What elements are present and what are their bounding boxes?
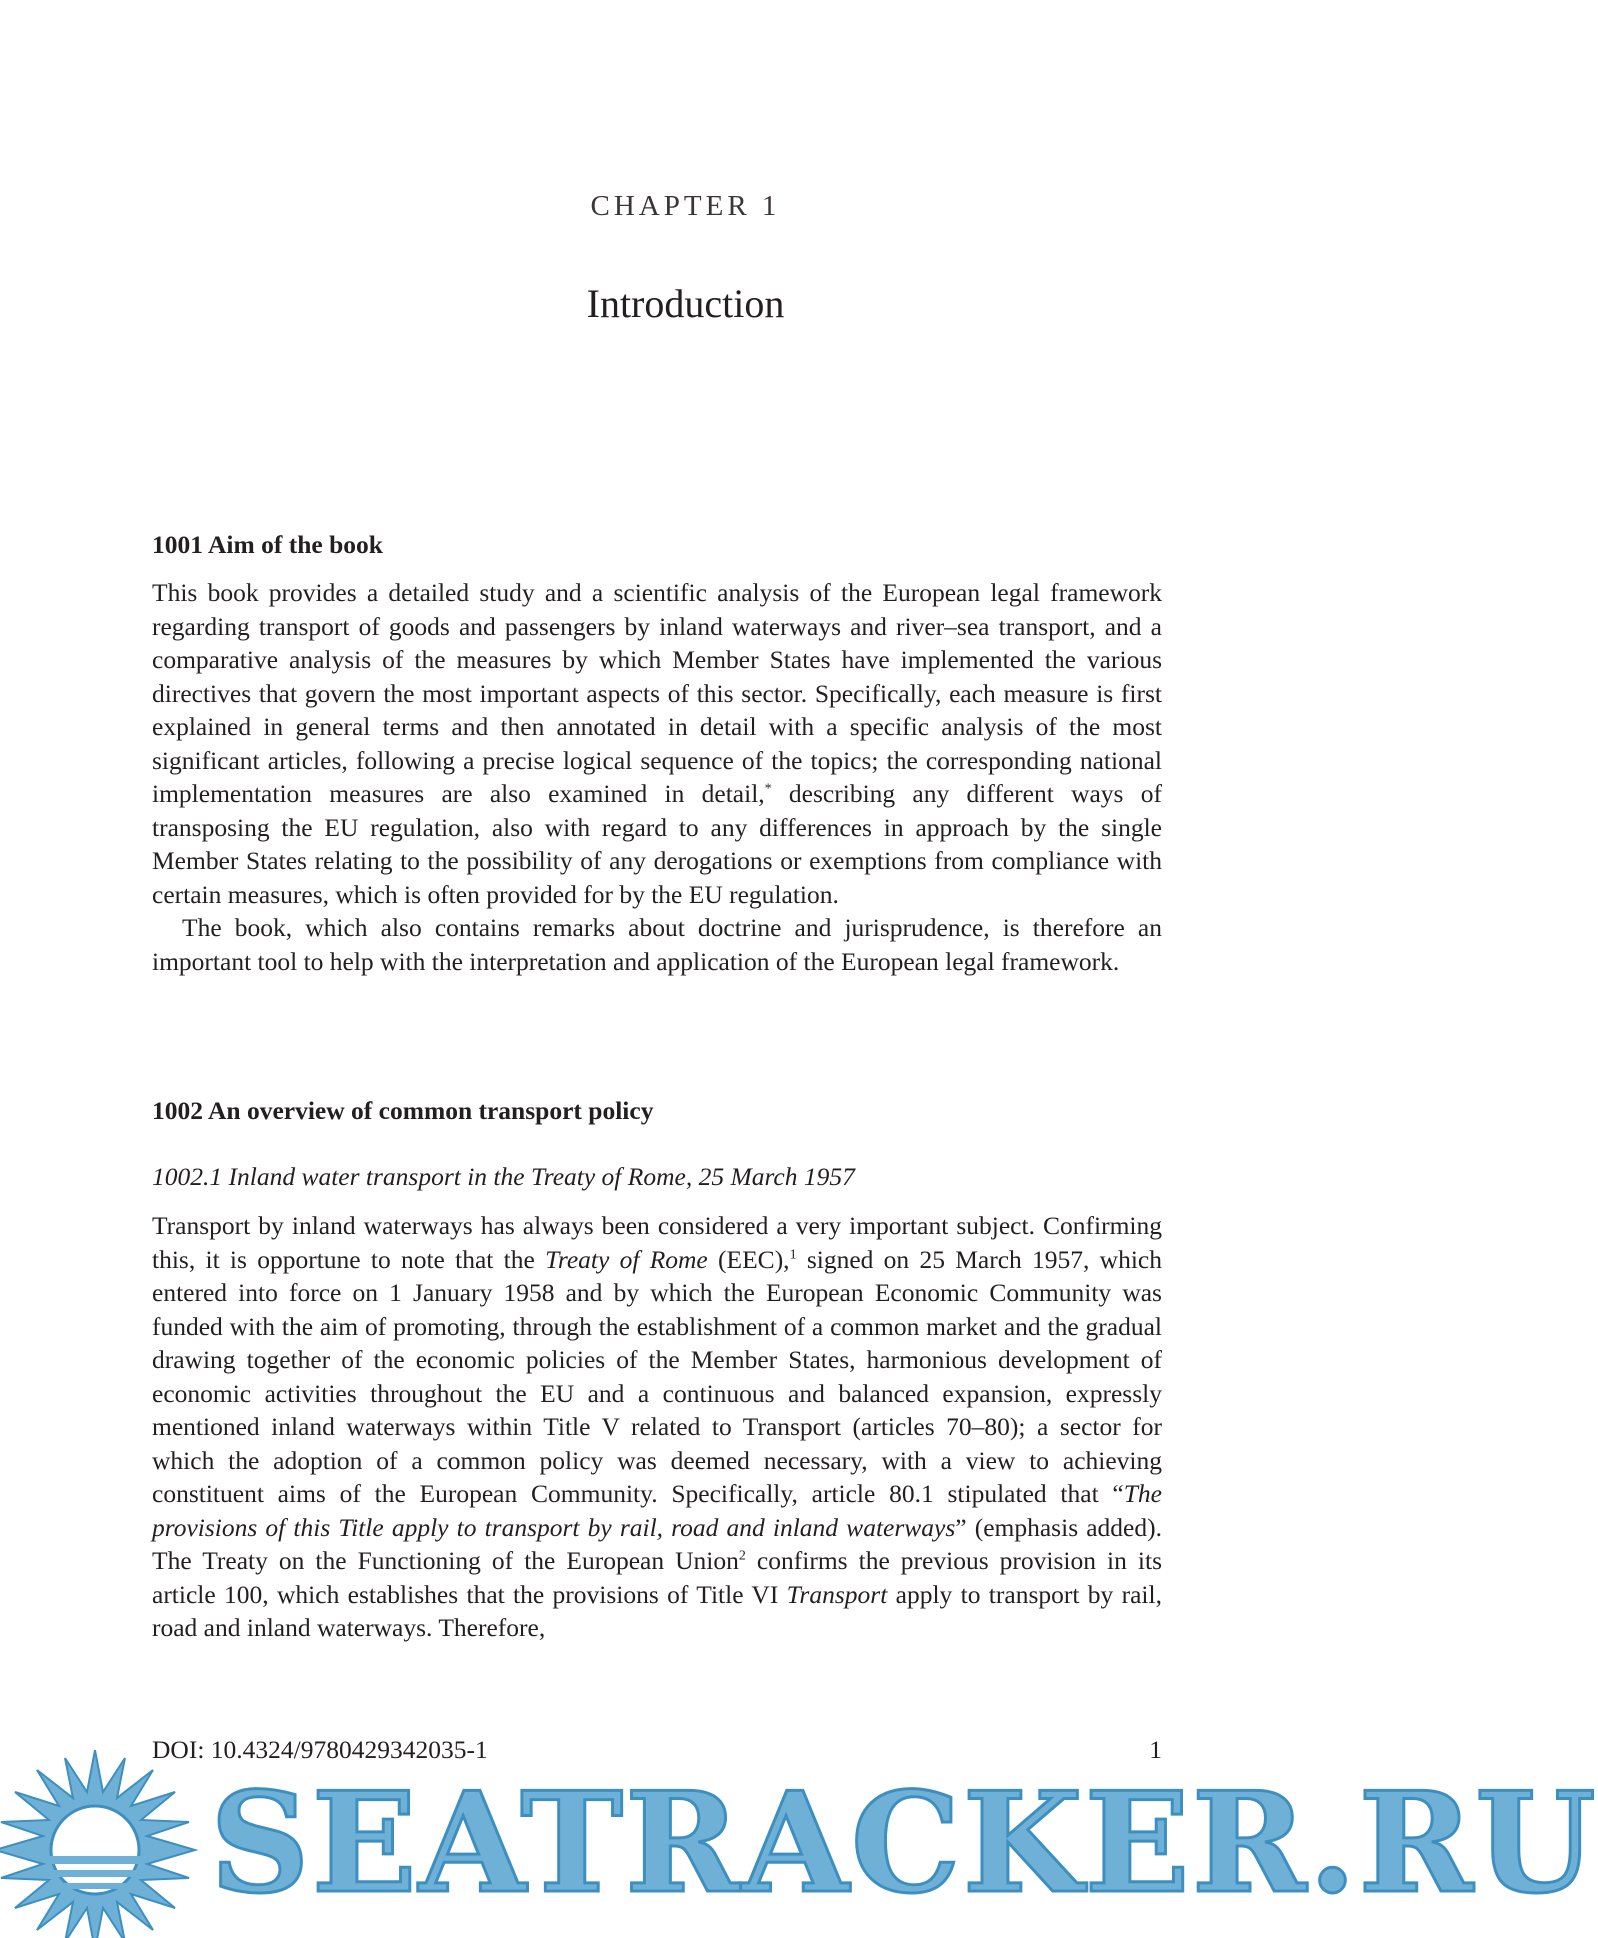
section-heading-1001: 1001 Aim of the book xyxy=(152,530,383,559)
footnote-marker-2: 2 xyxy=(738,1548,746,1564)
subsection-1002-1 xyxy=(152,1160,1162,1194)
paragraph-1001-2: The book, which also contains remarks about doctrine and jurisprudence, is therefore an important tool to help with the interpretation and application of the European legal framework. xyxy=(152,913,1162,976)
quoted-provision-italic: The provisions of this Title apply to transport by rail, road and inland waterways xyxy=(152,1479,1162,1542)
paragraph-text: This book provides a detailed study and a scientific analysis of the European legal framework regarding transport of goods and passengers by inland waterways and river–sea transport, and a comparative analysis of the measures by which Member States have implemented the various directives that govern the most important aspects of this sector. Specifically, each measure is first explained in general terms and then annotated in detail with a specific analysis of the most significant articles, following a precise logical sequence of the topics; the corresponding national implementation measures are also examined in detail, xyxy=(152,578,1162,808)
chapter-label: CHAPTER 1 xyxy=(590,190,781,222)
chapter-title: Introduction xyxy=(586,281,785,326)
paragraph-text: (EEC), xyxy=(707,1244,790,1274)
paragraph-text: Transport by inland waterways has always been considered a very important subject. Confirming this, it is opportune to note that the xyxy=(152,1211,1162,1274)
subsection-1002-1-body xyxy=(152,1209,1162,1645)
section-1001-body xyxy=(152,576,1162,978)
paragraph-text: apply to transport by rail, road and inland waterways. Therefore, xyxy=(152,1579,1162,1642)
paragraph-1001-1 xyxy=(152,576,1162,911)
paragraph-1002-1 xyxy=(152,1209,1162,1645)
paragraph-text: describing any different ways of transposing the EU regulation, also with regard to any differences in approach by the single Member States relating to the possibility of any derogations or exemptions from compliance with certain measures, which is often provided for by the EU regulation. xyxy=(152,779,1162,909)
treaty-title-italic: Treaty of Rome xyxy=(545,1244,708,1274)
section-aim-of-book xyxy=(152,528,1162,562)
paragraph-text: signed on 25 March 1957, which entered into force on 1 January 1958 and by which the European Economic Community was funded with the aim of promoting, through the establishment of a common market and the gradual drawing together of the economic policies of the Member States, harmonious development of economic activities throughout the EU and a continuous and balanced expansion, expressly mentioned inland waterways within Title V related to Transport (articles 70–80); a sector for which the adoption of a common policy was deemed necessary, with a view to achieving constituent aims of the European Community. Specifically, article 80.1 stipulated that “ xyxy=(152,1244,1163,1508)
paragraph-text: confirms the previous provision in its article 100, which establishes that the provisions of Title VI xyxy=(152,1546,1162,1609)
page-number: 1 xyxy=(1149,1735,1162,1764)
watermark-text: SEATRACKER.RU xyxy=(210,1761,1598,1924)
footnote-marker-1: 1 xyxy=(789,1247,797,1262)
section-heading-1002: 1002 An overview of common transport policy xyxy=(152,1096,654,1125)
paragraph-text: ” (emphasis added). The Treaty on the Functioning of the European Union xyxy=(152,1512,1162,1575)
footnote-marker-asterisk: * xyxy=(764,781,772,797)
doi-text: DOI: 10.4324/9780429342035-1 xyxy=(152,1735,488,1764)
subsection-heading-1002-1: 1002.1 Inland water transport in the Treaty of Rome, 25 March 1957 xyxy=(152,1162,855,1191)
section-overview xyxy=(152,1094,1162,1128)
title-transport-italic: Transport xyxy=(786,1579,888,1609)
